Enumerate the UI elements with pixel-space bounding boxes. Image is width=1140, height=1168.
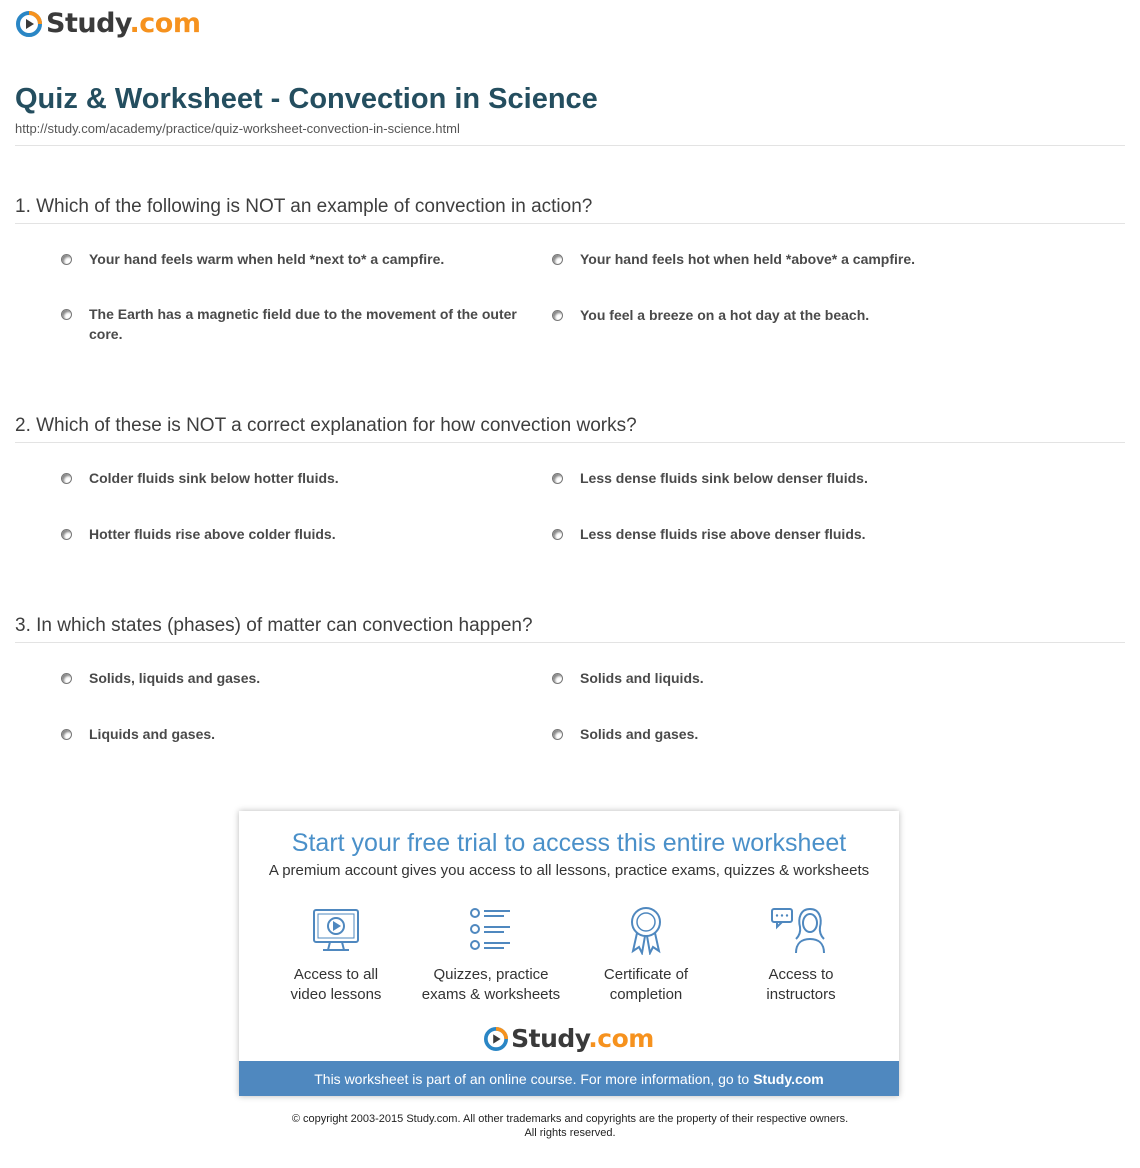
radio-button[interactable] — [552, 310, 563, 321]
divider — [15, 145, 1125, 146]
feature-instructors — [726, 905, 876, 1005]
feature-line: completion — [609, 986, 683, 1003]
logo-text: Study.com — [511, 1024, 654, 1053]
feature-line: Certificate of — [603, 966, 689, 983]
radio-button[interactable] — [552, 529, 563, 540]
radio-button[interactable] — [61, 473, 72, 484]
instructor-icon — [770, 905, 832, 955]
option-label: You feel a breeze on a hot day at the beach. — [580, 307, 870, 323]
copyright-footer — [0, 1112, 1140, 1140]
certificate-icon — [621, 905, 671, 955]
divider — [15, 442, 1125, 443]
question-2: 2. Which of these is NOT a correct explanation for how convection works? — [15, 415, 637, 436]
radio-button[interactable] — [61, 254, 72, 265]
play-logo-icon — [484, 1027, 508, 1051]
option-label: Liquids and gases. — [89, 726, 216, 742]
option-label: Less dense fluids rise above denser fluids. — [580, 526, 866, 542]
question-1: 1. Which of the following is NOT an example of convection in action? — [15, 196, 593, 217]
play-logo-icon — [16, 11, 42, 37]
logo-text: Study.com — [46, 8, 201, 39]
feature-line: instructors — [766, 986, 836, 1003]
promo-info-bar — [239, 1061, 899, 1096]
feature-certificate — [571, 905, 721, 1005]
radio-button[interactable] — [61, 729, 72, 740]
promo-study-logo[interactable] — [239, 1024, 899, 1053]
radio-button[interactable] — [61, 673, 72, 684]
rights-line: All rights reserved. — [524, 1127, 616, 1139]
divider — [15, 223, 1125, 224]
promo-bar-text: This worksheet is part of an online course. For more information, go to — [314, 1070, 750, 1087]
q3-option-b[interactable] — [552, 668, 1012, 688]
q3-option-d[interactable] — [552, 724, 1012, 744]
option-label: Your hand feels warm when held *next to* a campfire. — [89, 251, 445, 267]
feature-line: video lessons — [290, 986, 382, 1003]
q2-option-b[interactable] — [552, 468, 1012, 488]
promo-bar-link[interactable]: Study.com — [753, 1070, 824, 1087]
feature-line: exams & worksheets — [421, 986, 561, 1003]
radio-button[interactable] — [552, 254, 563, 265]
q2-option-d[interactable] — [552, 524, 1012, 544]
feature-line: Access to all — [293, 966, 379, 983]
option-label: Less dense fluids sink below denser fluids. — [580, 470, 868, 486]
checklist-icon — [466, 905, 516, 955]
radio-button[interactable] — [61, 309, 72, 320]
option-label: The Earth has a magnetic field due to the movement of the outer core. — [89, 306, 517, 342]
radio-button[interactable] — [61, 529, 72, 540]
feature-line: Quizzes, practice — [433, 966, 549, 983]
radio-button[interactable] — [552, 673, 563, 684]
divider — [15, 642, 1125, 643]
free-trial-promo[interactable] — [239, 811, 899, 1096]
option-label: Solids and gases. — [580, 726, 699, 742]
q1-option-d[interactable] — [552, 305, 1012, 325]
page-url: http://study.com/academy/practice/quiz-worksheet-convection-in-science.html — [15, 121, 460, 136]
q1-option-a[interactable] — [61, 249, 521, 269]
q3-option-a[interactable] — [61, 668, 521, 688]
q2-option-c[interactable] — [61, 524, 521, 544]
q3-option-c[interactable] — [61, 724, 521, 744]
feature-quizzes — [416, 905, 566, 1005]
q1-option-c[interactable] — [61, 304, 536, 344]
q1-option-b[interactable] — [552, 249, 1012, 269]
radio-button[interactable] — [552, 473, 563, 484]
option-label: Your hand feels hot when held *above* a campfire. — [580, 251, 916, 267]
option-label: Solids, liquids and gases. — [89, 670, 261, 686]
option-label: Colder fluids sink below hotter fluids. — [89, 470, 339, 486]
question-3: 3. In which states (phases) of matter can convection happen? — [15, 615, 533, 636]
promo-subtitle: A premium account gives you access to all lessons, practice exams, quizzes & worksheets — [268, 862, 870, 879]
promo-title: Start your free trial to access this entire worksheet — [291, 829, 847, 857]
page-title: Quiz & Worksheet - Convection in Science — [15, 83, 598, 115]
option-label: Solids and liquids. — [580, 670, 704, 686]
copyright-line: © copyright 2003-2015 Study.com. All other trademarks and copyrights are the property of their respective owners. — [291, 1113, 849, 1125]
radio-button[interactable] — [552, 729, 563, 740]
q2-option-a[interactable] — [61, 468, 521, 488]
video-lesson-icon — [311, 905, 361, 955]
study-logo[interactable] — [16, 8, 200, 39]
feature-video-lessons — [261, 905, 411, 1005]
feature-line: Access to — [768, 966, 834, 983]
option-label: Hotter fluids rise above colder fluids. — [89, 526, 336, 542]
